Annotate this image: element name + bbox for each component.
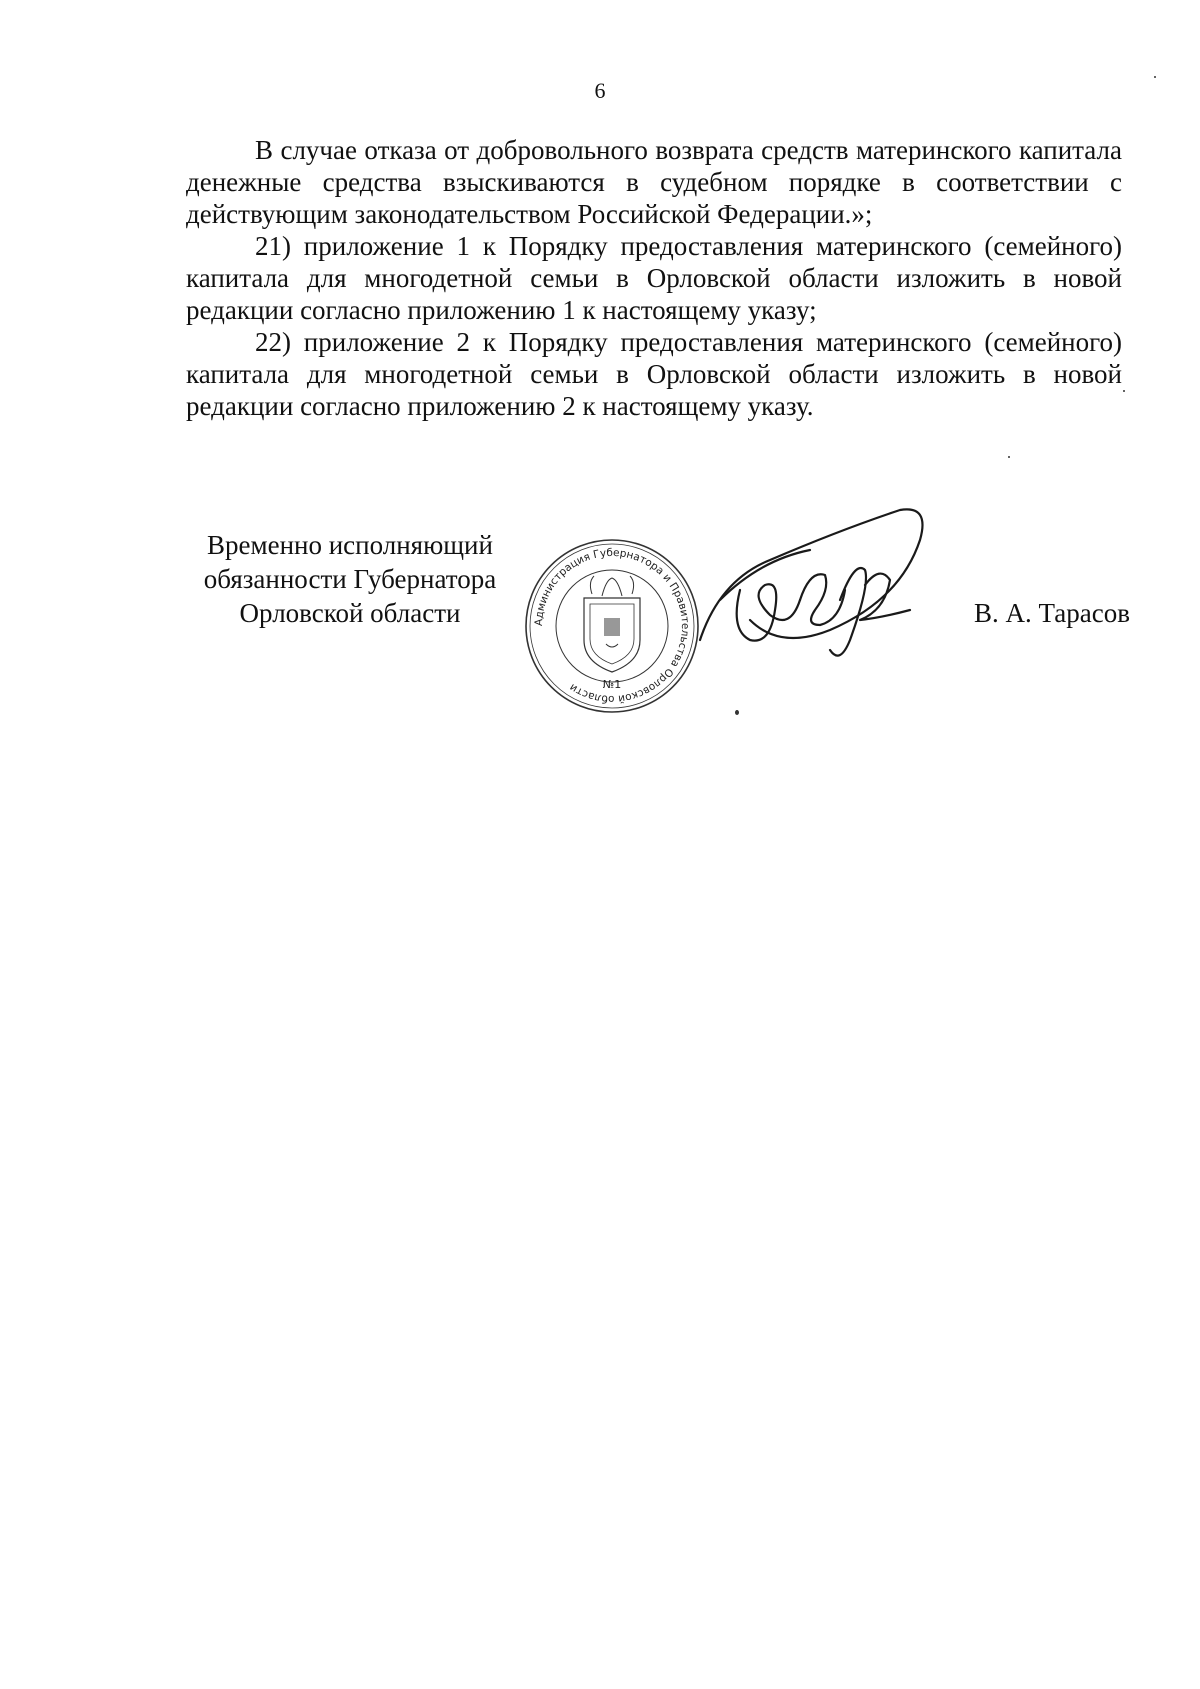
- handwritten-signature: [680, 490, 940, 690]
- paragraph-refund-clause: В случае отказа от добровольного возврата средств материнского капитала денежные средства взыскиваются в судебном порядке в соответствии с действующим законодательством Российской Федерации.»;: [186, 135, 1122, 229]
- position-line: Временно исполняющий: [207, 530, 493, 560]
- scan-speck: [1123, 390, 1125, 392]
- official-seal: [522, 536, 702, 716]
- signatory-position: [180, 528, 520, 630]
- seal-number: №1: [602, 678, 622, 691]
- scan-speck: [1008, 456, 1010, 458]
- page-number: 6: [594, 78, 606, 103]
- paragraph-item-22: 22) приложение 2 к Порядку предоставления материнского (семейного) капитала для многодетной семьи в Орловской области изложить в новой редакции согласно приложению 2 к настоящему указу.: [186, 327, 1122, 421]
- signer-name: В. А. Тарасов: [973, 598, 1130, 628]
- scan-speck: [1154, 76, 1156, 78]
- position-line: обязанности Губернатора: [203, 564, 497, 594]
- document-body: [186, 134, 1122, 422]
- coat-of-arms-icon: [584, 576, 640, 672]
- seal-text: Администрация Губернатора и Правительства Орловской области: [532, 546, 692, 706]
- scan-speck: [735, 710, 739, 715]
- position-line: Орловской области: [239, 598, 461, 628]
- paragraph-item-21: 21) приложение 1 к Порядку предоставления материнского (семейного) капитала для многодетной семьи в Орловской области изложить в новой редакции согласно приложению 1 к настоящему указу;: [186, 231, 1122, 325]
